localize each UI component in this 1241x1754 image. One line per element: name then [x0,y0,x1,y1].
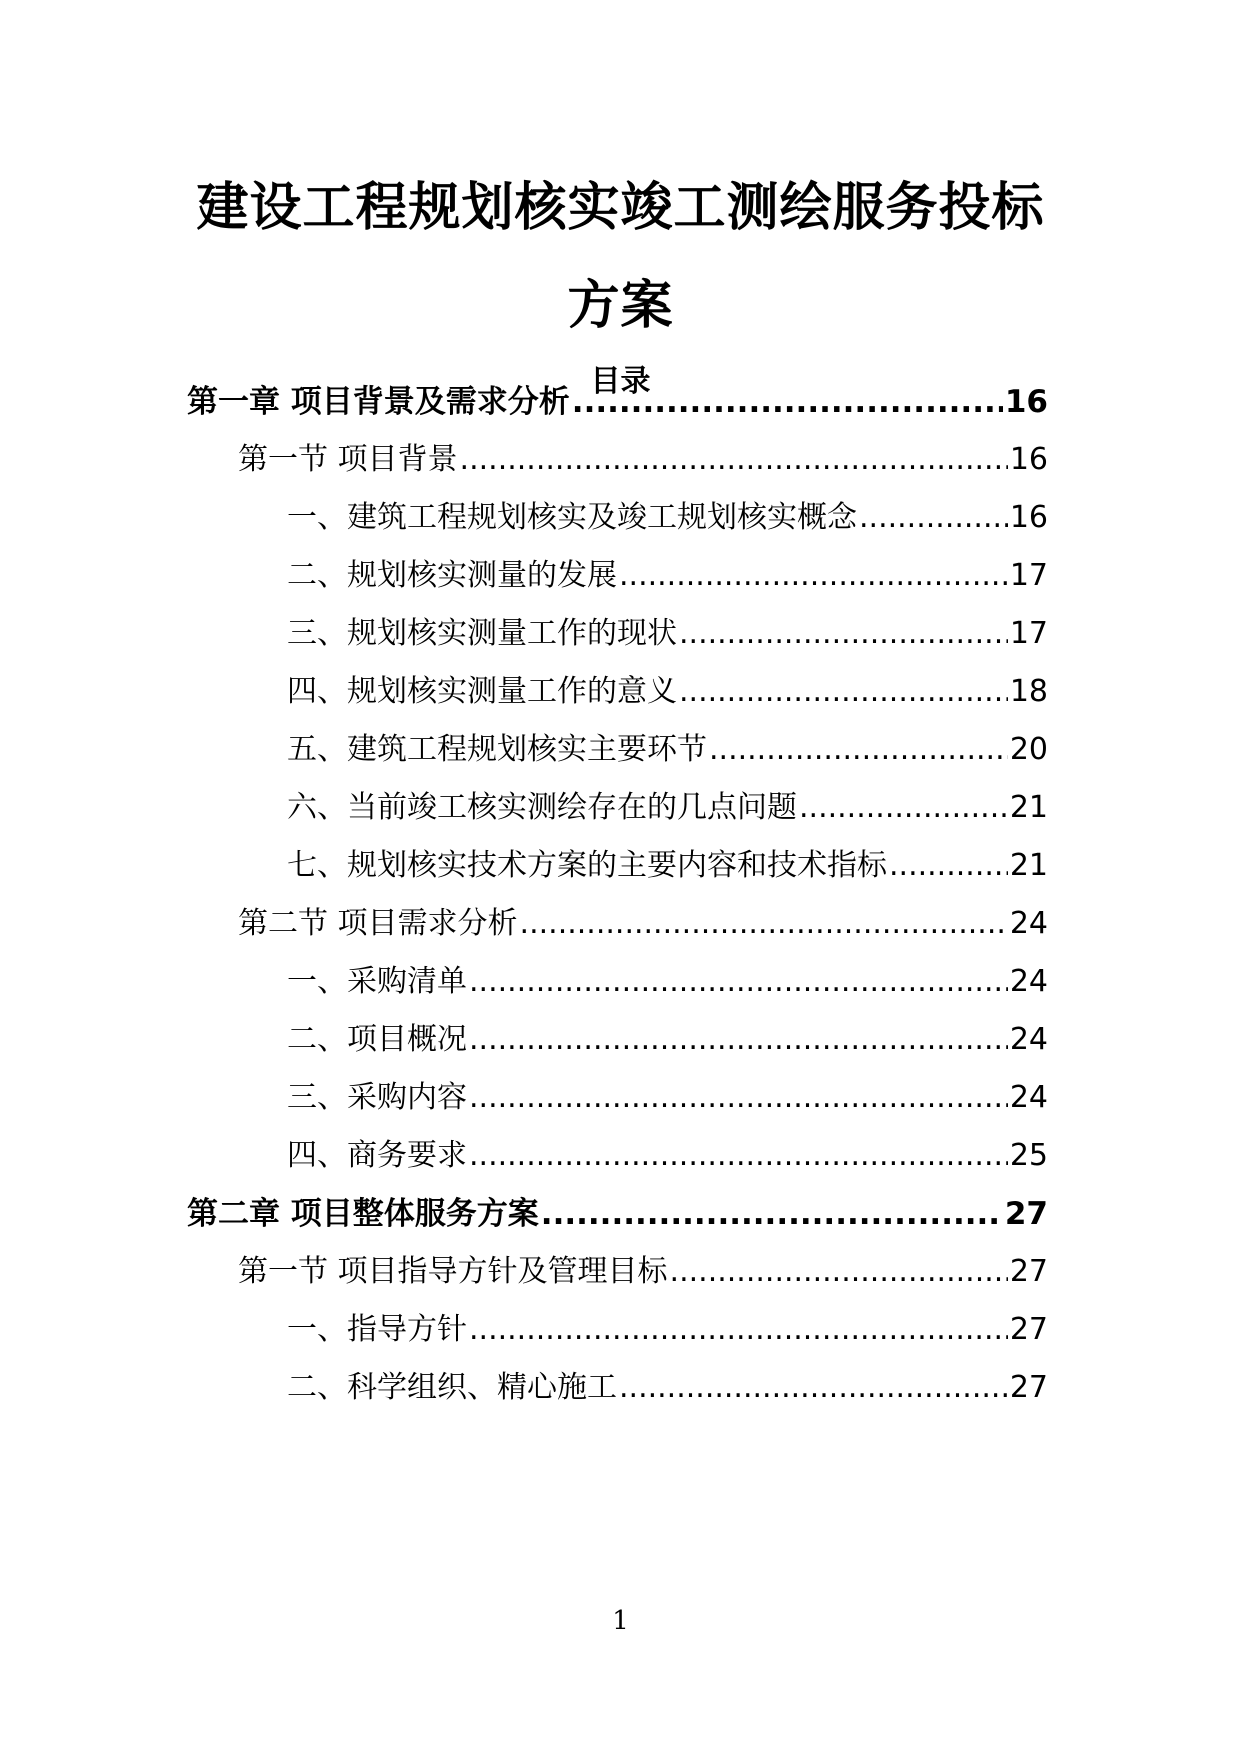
toc-entry-page: 24 [1009,1080,1048,1115]
toc-entry-label: 第一节 项目指导方针及管理目标 [238,1254,668,1289]
toc-entry-page: 16 [1009,500,1048,535]
toc-leader-dots [619,556,1008,596]
toc-entry[interactable] [287,846,1048,886]
toc-entry[interactable] [287,730,1048,770]
toc-entry[interactable] [287,498,1048,538]
toc-entry-label: 一、指导方针 [287,1312,467,1347]
toc-entry-label: 第一章 项目背景及需求分析 [187,384,570,420]
toc-leader-dots [859,498,1008,538]
toc-entry-page: 24 [1009,1022,1048,1057]
toc-leader-dots [541,1194,1003,1234]
toc-entry[interactable] [238,904,1048,944]
toc-leader-dots [889,846,1008,886]
document-title-continued: 方案 [567,276,674,336]
toc-entry[interactable] [187,1194,1048,1234]
toc-leader-dots [469,1078,1008,1118]
toc-entry-page: 17 [1009,616,1048,651]
toc-entry-page: 20 [1009,732,1048,767]
toc-entry-label: 二、项目概况 [287,1022,467,1057]
toc-entry-label: 四、规划核实测量工作的意义 [287,674,677,709]
toc-entry[interactable] [287,1136,1048,1176]
page-number: 1 [612,1606,629,1636]
toc-entry-label: 三、规划核实测量工作的现状 [287,616,677,651]
toc-leader-dots [619,1368,1008,1408]
toc-entry-label: 一、采购清单 [287,964,467,999]
toc-entry-label: 六、当前竣工核实测绘存在的几点问题 [287,790,797,825]
toc-leader-dots [469,962,1008,1002]
toc-entry-label: 第二节 项目需求分析 [238,906,518,941]
toc-entry[interactable] [187,382,1048,422]
toc-entry-label: 第一节 项目背景 [238,442,458,477]
toc-entry-page: 21 [1009,790,1048,825]
toc-leader-dots [520,904,1008,944]
toc-leader-dots [679,614,1008,654]
toc-entry-page: 24 [1009,964,1048,999]
toc-leader-dots [709,730,1008,770]
toc-entry-page: 24 [1009,906,1048,941]
toc-leader-dots [670,1252,1008,1292]
toc-entry-page: 16 [1009,442,1048,477]
toc-entry-page: 18 [1009,674,1048,709]
toc-entry-page: 27 [1009,1312,1048,1347]
toc-leader-dots [572,382,1003,422]
toc-entry[interactable] [287,1310,1048,1350]
toc-leader-dots [469,1136,1008,1176]
toc-leader-dots [469,1310,1008,1350]
toc-entry-label: 七、规划核实技术方案的主要内容和技术指标 [287,848,887,883]
toc-entry-label: 二、科学组织、精心施工 [287,1370,617,1405]
toc-entry[interactable] [287,556,1048,596]
toc-entry-page: 25 [1009,1138,1048,1173]
toc-entry[interactable] [287,1078,1048,1118]
toc-entry-page: 16 [1004,384,1048,420]
toc-entry[interactable] [287,962,1048,1002]
document-title: 建设工程规划核实竣工测绘服务投标 [196,178,1045,238]
toc-entry-label: 第二章 项目整体服务方案 [187,1196,539,1232]
toc-entry-label: 三、采购内容 [287,1080,467,1115]
toc-leader-dots [799,788,1008,828]
toc-entry[interactable] [287,788,1048,828]
toc-entry-label: 五、建筑工程规划核实主要环节 [287,732,707,767]
toc-entry[interactable] [287,1020,1048,1060]
toc-leader-dots [679,672,1008,712]
toc-entry[interactable] [238,440,1048,480]
toc-heading: 目录 [590,364,651,399]
toc-entry[interactable] [287,1368,1048,1408]
toc-entry-page: 27 [1009,1254,1048,1289]
toc-entry-page: 27 [1009,1370,1048,1405]
toc-entry-page: 27 [1004,1196,1048,1232]
toc-entry-label: 一、建筑工程规划核实及竣工规划核实概念 [287,500,857,535]
toc-entry[interactable] [287,614,1048,654]
toc-entry-page: 17 [1009,558,1048,593]
toc-entry[interactable] [238,1252,1048,1292]
toc-entry-page: 21 [1009,848,1048,883]
toc-entry[interactable] [287,672,1048,712]
toc-leader-dots [469,1020,1008,1060]
toc-entry-label: 二、规划核实测量的发展 [287,558,617,593]
toc-leader-dots [460,440,1008,480]
toc-entry-label: 四、商务要求 [287,1138,467,1173]
